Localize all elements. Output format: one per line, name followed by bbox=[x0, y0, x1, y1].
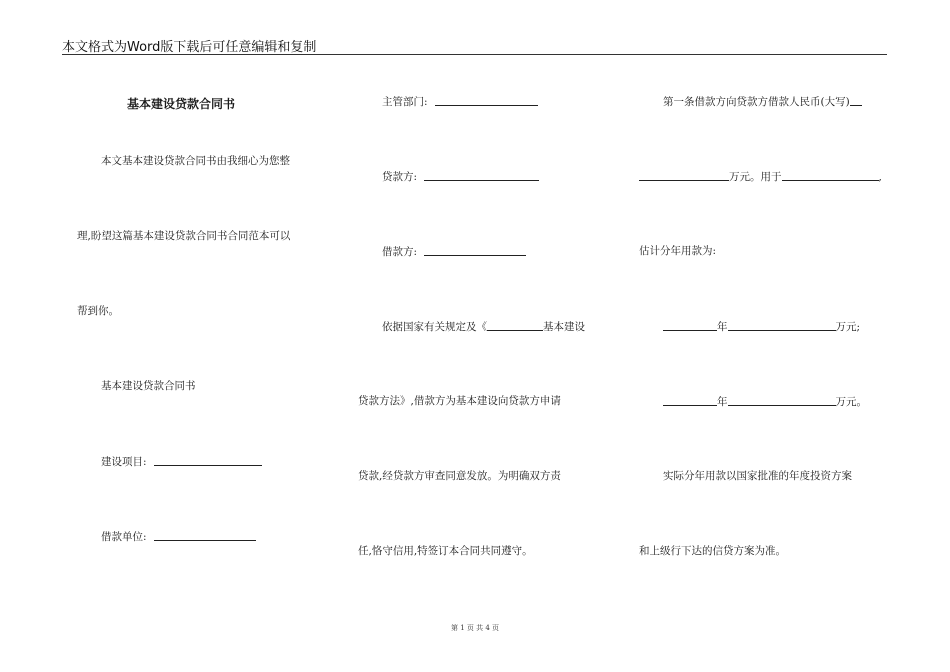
borrower-unit-field bbox=[101, 530, 256, 543]
lender-field bbox=[382, 170, 539, 183]
contract-subtitle: 基本建设贷款合同书 bbox=[101, 380, 196, 392]
basis-line-1-text: 依据国家有关规定及《 bbox=[382, 321, 487, 333]
purpose-blank bbox=[782, 170, 879, 181]
basis-line-3: 贷款,经贷款方审查同意发放。为明确双方责 bbox=[358, 470, 561, 482]
actual-line-1: 实际分年用款以国家批准的年度投资方案 bbox=[663, 470, 852, 482]
basis-line-1 bbox=[382, 320, 585, 333]
project-field bbox=[101, 455, 262, 468]
document-title: 基本建设贷款合同书 bbox=[127, 97, 236, 111]
lender-label: 贷款方: bbox=[382, 171, 418, 183]
year-unit-1: 年 bbox=[717, 321, 728, 333]
intro-line-3: 帮到你。 bbox=[77, 305, 119, 317]
wan-unit-2: 万元。 bbox=[835, 396, 867, 408]
amount-blank-2 bbox=[728, 395, 836, 406]
amount-blank bbox=[639, 170, 729, 181]
year-unit-2: 年 bbox=[717, 396, 728, 408]
basis-line-4: 任,恪守信用,特签订本合同共同遵守。 bbox=[358, 545, 533, 557]
yearly-amount-row-2 bbox=[663, 395, 867, 408]
actual-line-2: 和上级行下达的信贷方案为准。 bbox=[639, 545, 786, 557]
estimate-label: 估计分年用款为: bbox=[639, 245, 717, 257]
basis-blank bbox=[487, 320, 543, 331]
header-title: 本文格式为Word版下载后可任意编辑和复制 bbox=[62, 40, 317, 55]
basis-line-2: 贷款方法》,借款方为基本建设向贷款方申请 bbox=[358, 395, 561, 407]
intro-line-1: 本文基本建设贷款合同书由我细心为您整 bbox=[101, 155, 290, 167]
wan-unit-1: 万元; bbox=[835, 321, 861, 333]
page-number: 第 1 页 共 4 页 bbox=[450, 624, 500, 632]
comma: , bbox=[878, 171, 882, 183]
header-divider bbox=[62, 54, 887, 55]
borrower-label: 借款方: bbox=[382, 246, 418, 258]
project-blank bbox=[154, 455, 262, 466]
intro-line-2: 理,盼望这篇基本建设贷款合同书合同范本可以 bbox=[77, 230, 291, 242]
yearly-amount-row-1 bbox=[663, 320, 860, 333]
amount-unit-purpose: 万元。用于 bbox=[729, 171, 782, 183]
article1-line-2 bbox=[639, 170, 882, 183]
borrower-unit-label: 借款单位: bbox=[101, 531, 147, 543]
lender-blank bbox=[424, 170, 539, 181]
article1-line-1-text: 第一条借款方向贷款方借款人民币(大写) bbox=[663, 96, 850, 108]
amount-words-blank bbox=[850, 95, 862, 106]
supervisor-label: 主管部门: bbox=[382, 96, 428, 108]
year-blank-1 bbox=[663, 320, 717, 331]
year-blank-2 bbox=[663, 395, 717, 406]
borrower-field bbox=[382, 245, 526, 258]
borrower-unit-blank bbox=[154, 530, 256, 541]
supervisor-field bbox=[382, 95, 538, 108]
project-label: 建设项目: bbox=[101, 456, 147, 468]
article1-line-1 bbox=[663, 95, 862, 108]
amount-blank-1 bbox=[728, 320, 836, 331]
supervisor-blank bbox=[435, 95, 538, 106]
borrower-blank bbox=[424, 245, 526, 256]
basis-line-1-tail: 基本建设 bbox=[543, 321, 585, 333]
